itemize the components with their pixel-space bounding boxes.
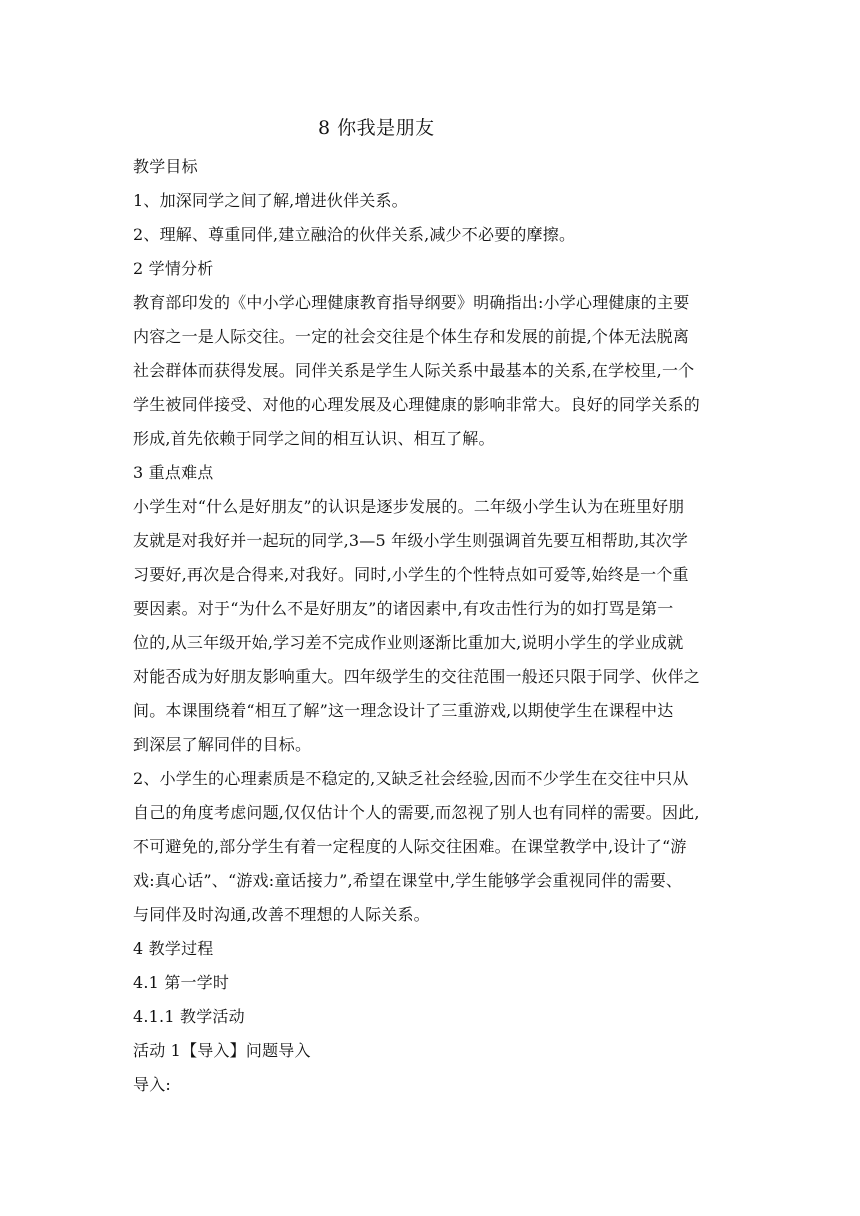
paragraph-key-difficulties-2 bbox=[133, 762, 733, 932]
heading-first-lesson: 4.1 第一学时 bbox=[133, 973, 230, 992]
text-line: 对能否成为好朋友影响重大。四年级学生的交往范围一般还只限于同学、伙伴之 bbox=[133, 667, 701, 686]
text-line: 教育部印发的《中小学心理健康教育指导纲要》明确指出:小学心理健康的主要 bbox=[133, 293, 690, 312]
text-line: 2、小学生的心理素质是不稳定的,又缺乏社会经验,因而不少学生在交往中只从 bbox=[133, 769, 689, 788]
text-line: 自己的角度考虑问题,仅仅估计个人的需要,而忽视了别人也有同样的需要。因此, bbox=[133, 803, 700, 822]
text-line: 到深层了解同伴的目标。 bbox=[133, 735, 312, 754]
text-line: 与同伴及时沟通,改善不理想的人际关系。 bbox=[133, 905, 430, 924]
text-line: 不可避免的,部分学生有着一定程度的人际交往困难。在课堂教学中,设计了“游 bbox=[133, 837, 687, 856]
text-line: 间。本课围绕着“相互了解”这一理念设计了三重游戏,以期使学生在课程中达 bbox=[133, 701, 674, 720]
document-content bbox=[133, 112, 733, 1102]
goal-item-2: 2、理解、尊重同伴,建立融洽的伙伴关系,减少不必要的摩擦。 bbox=[133, 225, 576, 244]
heading-teaching-activity: 4.1.1 教学活动 bbox=[133, 1007, 245, 1026]
heading-key-difficulties: 3 重点难点 bbox=[133, 463, 214, 482]
text-line: 戏:真心话”、“游戏:童话接力”,希望在课堂中,学生能够学会重视同伴的需要、 bbox=[133, 871, 683, 890]
text-line: 社会群体而获得发展。同伴关系是学生人际关系中最基本的关系,在学校里,一个 bbox=[133, 361, 695, 380]
text-line: 位的,从三年级开始,学习差不完成作业则逐渐比重加大,说明小学生的学业成就 bbox=[133, 633, 684, 652]
text-line: 友就是对我好并一起玩的同学,3—5 年级小学生则强调首先要互相帮助,其次学 bbox=[133, 531, 689, 550]
text-line: 习要好,再次是合得来,对我好。同时,小学生的个性特点如可爱等,始终是一个重 bbox=[133, 565, 689, 584]
text-line: 形成,首先依赖于同学之间的相互认识、相互了解。 bbox=[133, 429, 495, 448]
paragraph-student-analysis bbox=[133, 286, 733, 456]
text-line: 小学生对“什么是好朋友”的认识是逐步发展的。二年级小学生认为在班里好朋 bbox=[133, 497, 685, 516]
activity-1-label: 活动 1【导入】问题导入 bbox=[133, 1041, 311, 1060]
heading-teaching-process: 4 教学过程 bbox=[133, 939, 214, 958]
goal-item-1: 1、加深同学之间了解,增进伙伴关系。 bbox=[133, 191, 408, 210]
document-title: 8 你我是朋友 bbox=[318, 117, 435, 139]
text-line: 要因素。对于“为什么不是好朋友”的诸因素中,有攻击性行为的如打骂是第一 bbox=[133, 599, 674, 618]
intro-label: 导入: bbox=[133, 1075, 171, 1094]
heading-student-analysis: 2 学情分析 bbox=[133, 259, 214, 278]
paragraph-key-difficulties-1 bbox=[133, 490, 733, 762]
text-line: 内容之一是人际交往。一定的社会交往是个体生存和发展的前提,个体无法脱离 bbox=[133, 327, 690, 346]
heading-teaching-goals: 教学目标 bbox=[133, 157, 198, 176]
text-line: 学生被同伴接受、对他的心理发展及心理健康的影响非常大。良好的同学关系的 bbox=[133, 395, 701, 414]
